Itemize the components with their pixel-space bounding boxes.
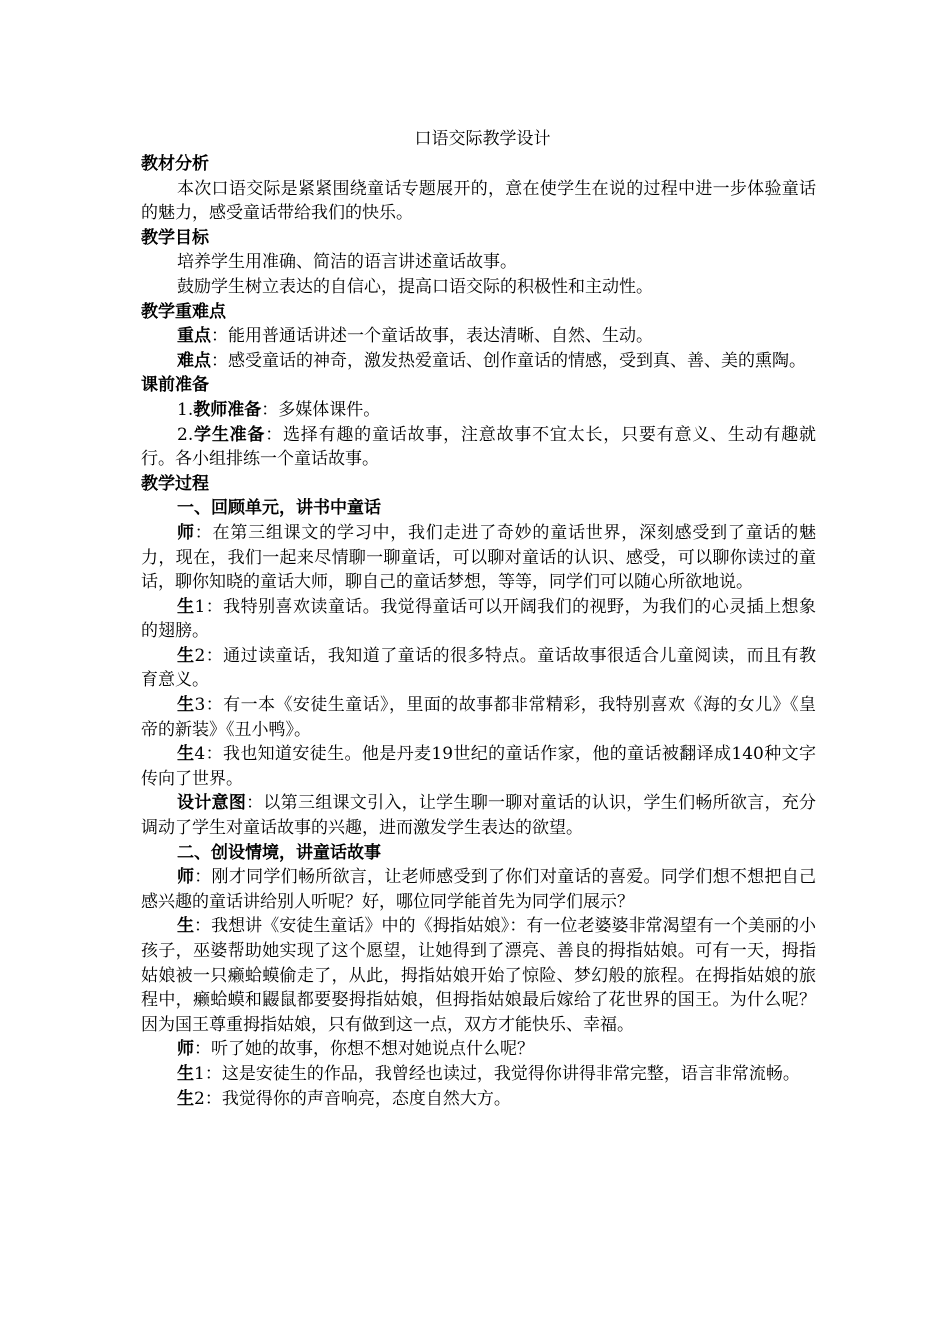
text: ：以第三组课文引入，让学生聊一聊对童话的认识，学生们畅所欲言，充分调动了学生对童话故事的兴趣，进而激发学生表达的欲望。 bbox=[141, 793, 817, 839]
paragraph-teacher bbox=[141, 1037, 816, 1062]
paragraph bbox=[141, 398, 816, 423]
paragraph-teacher bbox=[141, 521, 816, 595]
paragraph: 本次口语交际是紧紧围绕童话专题展开的，意在使学生在说的过程中进一步体验童话的魅力，感受童话带给我们的快乐。 bbox=[141, 178, 816, 224]
paragraph-student bbox=[141, 1087, 816, 1112]
label-teacher-prep: 教师准备 bbox=[193, 399, 262, 420]
paragraph bbox=[141, 324, 816, 349]
speaker-label: 生 bbox=[177, 916, 195, 937]
subheading-part-one: 一、回顾单元，讲书中童话 bbox=[177, 498, 381, 519]
text: 1：我特别喜欢读童话。我觉得童话可以开阔我们的视野，为我们的心灵插上想象的翅膀。 bbox=[141, 596, 816, 642]
text: ：感受童话的神奇，激发热爱童话、创作童话的情感，受到真、善、美的熏陶。 bbox=[211, 350, 806, 371]
text: ：选择有趣的童话故事，注意故事不宜太长，只要有意义、生动有趣就行。各小组排练一个童话故事。 bbox=[141, 424, 817, 470]
paragraph bbox=[141, 349, 816, 374]
label-student-prep: 学生准备 bbox=[193, 424, 266, 445]
design-intent-label: 设计意图 bbox=[177, 793, 247, 814]
text: 2：通过读童话，我知道了童话的很多特点。童话故事很适合儿童阅读，而且有教育意义。 bbox=[141, 645, 816, 691]
section-heading-material-analysis: 教材分析 bbox=[141, 154, 209, 174]
text: ：听了她的故事，你想不想对她说点什么呢？ bbox=[194, 1039, 534, 1060]
paragraph-student bbox=[141, 742, 816, 791]
item-number: 2. bbox=[177, 424, 194, 445]
speaker-label: 生 bbox=[177, 744, 195, 765]
text: ：多媒体课件。 bbox=[261, 399, 381, 420]
paragraph-student bbox=[141, 644, 816, 693]
speaker-label: 师 bbox=[177, 522, 195, 543]
text: 3：有一本《安徒生童话》，里面的故事都非常精彩，我特别喜欢《海的女儿》《皇帝的新装》《丑小鸭》。 bbox=[141, 695, 816, 740]
paragraph: 鼓励学生树立表达的自信心，提高口语交际的积极性和主动性。 bbox=[177, 276, 653, 297]
item-number: 1. bbox=[177, 399, 194, 420]
subheading-part-two: 二、创设情境，讲童话故事 bbox=[177, 842, 381, 863]
text: 4：我也知道安徒生。他是丹麦19世纪的童话作家，他的童话被翻译成140种文字传向了世界。 bbox=[141, 744, 816, 789]
speaker-label: 生 bbox=[177, 1088, 194, 1109]
paragraph-teacher bbox=[141, 865, 816, 914]
section-heading-teaching-process: 教学过程 bbox=[141, 473, 209, 494]
speaker-label: 生 bbox=[177, 695, 195, 716]
text: ：能用普通话讲述一个童话故事，表达清晰、自然、生动。 bbox=[211, 326, 653, 347]
paragraph: 培养学生用准确、简洁的语言讲述童话故事。 bbox=[177, 252, 517, 273]
section-heading-teaching-goals: 教学目标 bbox=[141, 227, 209, 248]
text: 1：这是安徒生的作品，我曾经也读过，我觉得你讲得非常完整，语言非常流畅。 bbox=[194, 1063, 800, 1084]
speaker-label: 师 bbox=[177, 867, 195, 888]
speaker-label: 生 bbox=[177, 1063, 194, 1084]
paragraph-student bbox=[141, 595, 816, 644]
text: ：我想讲《安徒生童话》中的《拇指姑娘》：有一位老婆婆非常渴望有一个美丽的小孩子，巫婆帮助她实现了这个愿望，让她得到了漂亮、善良的拇指姑娘。可有一天，拇指姑娘被一只癞蛤蟆偷走了，从此，拇指姑娘开始了惊险、梦幻般的旅程。在拇指姑娘的旅程中，癞蛤蟆和鼹鼠都要娶拇指姑娘，但拇指姑娘最后嫁给了花世界的国王。为什么呢？因为国王尊重拇指姑娘，只有做到这一点，双方才能快乐、幸福。 bbox=[141, 916, 817, 1035]
text: 2：我觉得你的声音响亮，态度自然大方。 bbox=[194, 1088, 511, 1109]
page-title: 口语交际教学设计 bbox=[414, 129, 551, 149]
text: ：在第三组课文的学习中，我们走进了奇妙的童话世界，深刻感受到了童话的魅力，现在，我们一起来尽情聊一聊童话，可以聊对童话的认识、感受，可以聊你读过的童话，聊你知晓的童话大师，聊自己的童话梦想，等等，同学们可以随心所欲地说。 bbox=[141, 522, 817, 593]
section-heading-key-points: 教学重难点 bbox=[141, 301, 226, 322]
speaker-label: 生 bbox=[177, 596, 195, 617]
label-difficulty: 难点 bbox=[177, 350, 211, 371]
text: ：刚才同学们畅所欲言，让老师感受到了你们对童话的喜爱。同学们想不想把自己感兴趣的童话讲给别人听呢？好，哪位同学能首先为同学们展示？ bbox=[141, 867, 817, 912]
speaker-label: 师 bbox=[177, 1039, 194, 1060]
section-heading-preparation: 课前准备 bbox=[141, 375, 209, 396]
label-key-point: 重点 bbox=[177, 326, 211, 347]
paragraph-student bbox=[141, 914, 816, 1037]
speaker-label: 生 bbox=[177, 645, 195, 666]
paragraph-design-intent bbox=[141, 791, 816, 840]
paragraph bbox=[141, 423, 816, 472]
paragraph-student bbox=[141, 1062, 816, 1087]
paragraph-student bbox=[141, 693, 816, 742]
